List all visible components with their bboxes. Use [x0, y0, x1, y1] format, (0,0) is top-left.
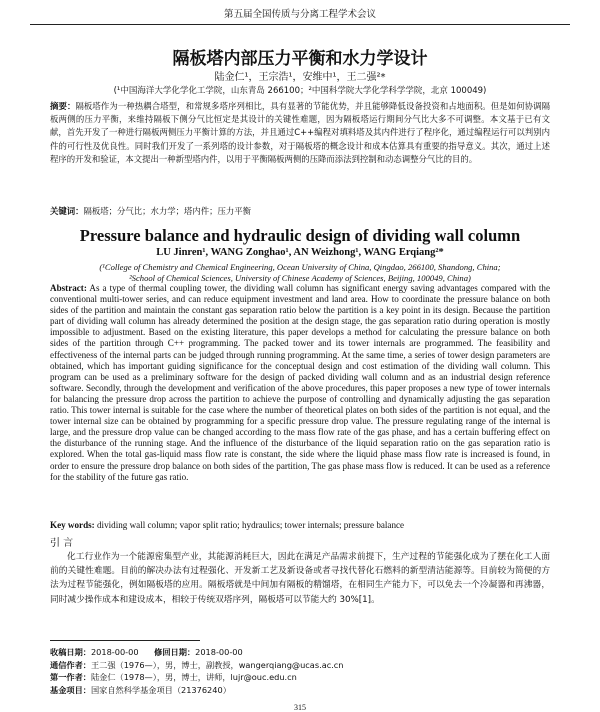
english-abstract-text: As a type of thermal coupling tower, the dividing wall column has significant energy saving advantages compared with the conventional multi-tower series, and can reduce equipment investment and land area. How to coordinate the pressure balance on both sides of the partition and maintain the constant gas separation ratio below the partition is a key point in its design. Because the partition part of dividing wall column has already determined the position at the design stage, the gas separation ratio during operation is mostly impossible to adjustment. Based on the existing literature, this paper develops a method for calculating the pressure balance on both sides of the partition through C++ programming. The packed tower and its tower internals are programmed. The feasibility and effectiveness of the internal parts can be judged through running programming. At the same time, a series of tower design parameters are obtained, which has important guiding significance for the conceptual design and cost estimation of the dividing wall column. This program can be used as a preliminary software for the design of packed dividing wall column and as an industrial design reference software. Secondly, through the development and verification of the above procedures, this paper proposes a new type of tower internals for balancing the pressure drop across the partition to achieve the purpose of controlling and dynamically adjusting the gas separation ratio. This tower internal is suitable for the case where the number of theoretical plates on both sides of the partition is not equal, and the tower internal size can be obtained by programming for a specific pressure drop value. The pressure regulating range of the internal is large, and the pressure drop value can be changed according to the mass flow rate of the gas phase, and has a certain buffering effect on the disturbance of the running stage. And the influence of the disturbance of the liquid separation ratio on the gas separation ratio is explored. When the total gas-liquid mass flow rate is constant, the side where the liquid phase mass flow rate is increased is found, in order to ensure the pressure drop balance on both sides of the partition, The gas phase mass flow is reduced. It can be used as a reference for the stability of the future gas ratio.: [50, 283, 550, 482]
first-author-label: 第一作者：: [50, 672, 91, 683]
footnote-corresponding: [50, 659, 550, 672]
english-affiliation-line-2: ²School of Chemical Sciences, University of Chinese Academy of Sciences, Beijing, 100049, China): [129, 273, 471, 283]
page-number: 315: [294, 703, 306, 712]
fund-project: 国家自然科学基金项目（21376240）: [90, 684, 231, 695]
english-authors: LU Jinren¹, WANG Zonghao¹, AN Weizhong¹, WANG Erqiang²*: [156, 247, 444, 258]
corresponding-author: 王二强（1976—），男，博士，副教授，wangerqiang@ucas.ac.cn: [90, 659, 344, 670]
revised-date: 2018-00-00: [195, 647, 243, 657]
chinese-keywords-label: 关键词：: [50, 206, 84, 216]
introduction-heading: 引 言: [50, 538, 74, 549]
revised-label: 修回日期：: [154, 647, 196, 657]
english-abstract: [50, 283, 550, 483]
english-title: Pressure balance and hydraulic design of dividing wall column: [79, 226, 521, 245]
footnote-first-author: [50, 671, 550, 684]
english-affiliation: [30, 262, 570, 284]
chinese-abstract: [50, 100, 550, 166]
english-keywords-label: Key words:: [50, 520, 95, 530]
corresponding-label: 通信作者：: [50, 659, 91, 670]
chinese-authors: 陆金仁¹，王宗浩¹，安维中¹，王二强²*: [214, 72, 386, 83]
chinese-abstract-label: 摘要：: [50, 101, 76, 111]
english-keywords-text: dividing wall column; vapor split ratio; hydraulics; tower internals; pressure balance: [97, 520, 405, 530]
footnote-dates: [50, 646, 550, 659]
footnote-divider: [50, 640, 200, 641]
footnotes: [50, 646, 550, 696]
fund-label: 基金项目：: [50, 684, 91, 695]
english-abstract-label: Abstract:: [50, 283, 87, 293]
chinese-keywords: [50, 205, 550, 217]
chinese-abstract-text: 隔板塔作为一种热耦合塔型，和常规多塔序列相比，具有显著的节能优势，并且能够降低设备投资和占地面积。但是如何协调隔板两侧的压力平衡，来维持隔板下侧分气比恒定是其设计的关键性难题，因为隔板塔运行期间分气比大多不可调整。本文基于已有文献，首先开发了一种进行隔板两侧压力平衡计算的方法，并且通过C++编程对填料塔及其内件进行了程序化，通过编程运行可以判别内件的可行性及优良性。同时我们开发了一系列塔的设计参数，对于隔板塔的概念设计和成本估算具有重要的指导意义。其次，通过上述程序的开发和验证，本文提出一种新型塔内件，以用于平衡隔板两侧的压降而添法到控制和动态调整分气比的目的。: [50, 101, 551, 164]
received-label: 收稿日期：: [50, 647, 91, 657]
introduction-paragraph: 化工行业作为一个能源密集型产业，其能源消耗巨大，因此在满足产品需求前提下，生产过程的节能强化成为了摆在化工人面前的关键性难题。目前的解决办法有过程强化、开发新工艺及新设备或者寻找代替化石燃料的新型清洁能源等。目前较为简便的方法为过程节能强化，例如隔板塔的应用。隔板塔就是中间加有隔板的精馏塔，在相同生产能力下，可以免去一个冷凝器和再沸器，同时减少操作成本和建设成本，相较于传统双塔序列，隔板塔可以节能大约 30%[1]。: [50, 552, 550, 605]
footnote-fund: [50, 684, 550, 697]
chinese-keywords-text: 隔板塔；分气比；水力学；塔内件；压力平衡: [83, 206, 251, 216]
received-date: 2018-00-00: [90, 647, 139, 657]
chinese-title: 隔板塔内部压力平衡和水力学设计: [172, 49, 428, 69]
english-affiliation-line-1: (¹College of Chemistry and Chemical Engineering, Ocean University of China, Qingdao, 266100, Shandong, China;: [99, 262, 501, 272]
running-header: 第五届全国传质与分离工程学术会议: [30, 8, 570, 25]
english-keywords: [50, 520, 550, 530]
chinese-affiliation: (¹中国海洋大学化学化工学院，山东青岛 266100；²中国科学院大学化学科学学院，北京 100049): [113, 86, 487, 96]
first-author: 陆金仁（1978—），男，博士，讲师，lujr@ouc.edu.cn: [90, 672, 297, 683]
